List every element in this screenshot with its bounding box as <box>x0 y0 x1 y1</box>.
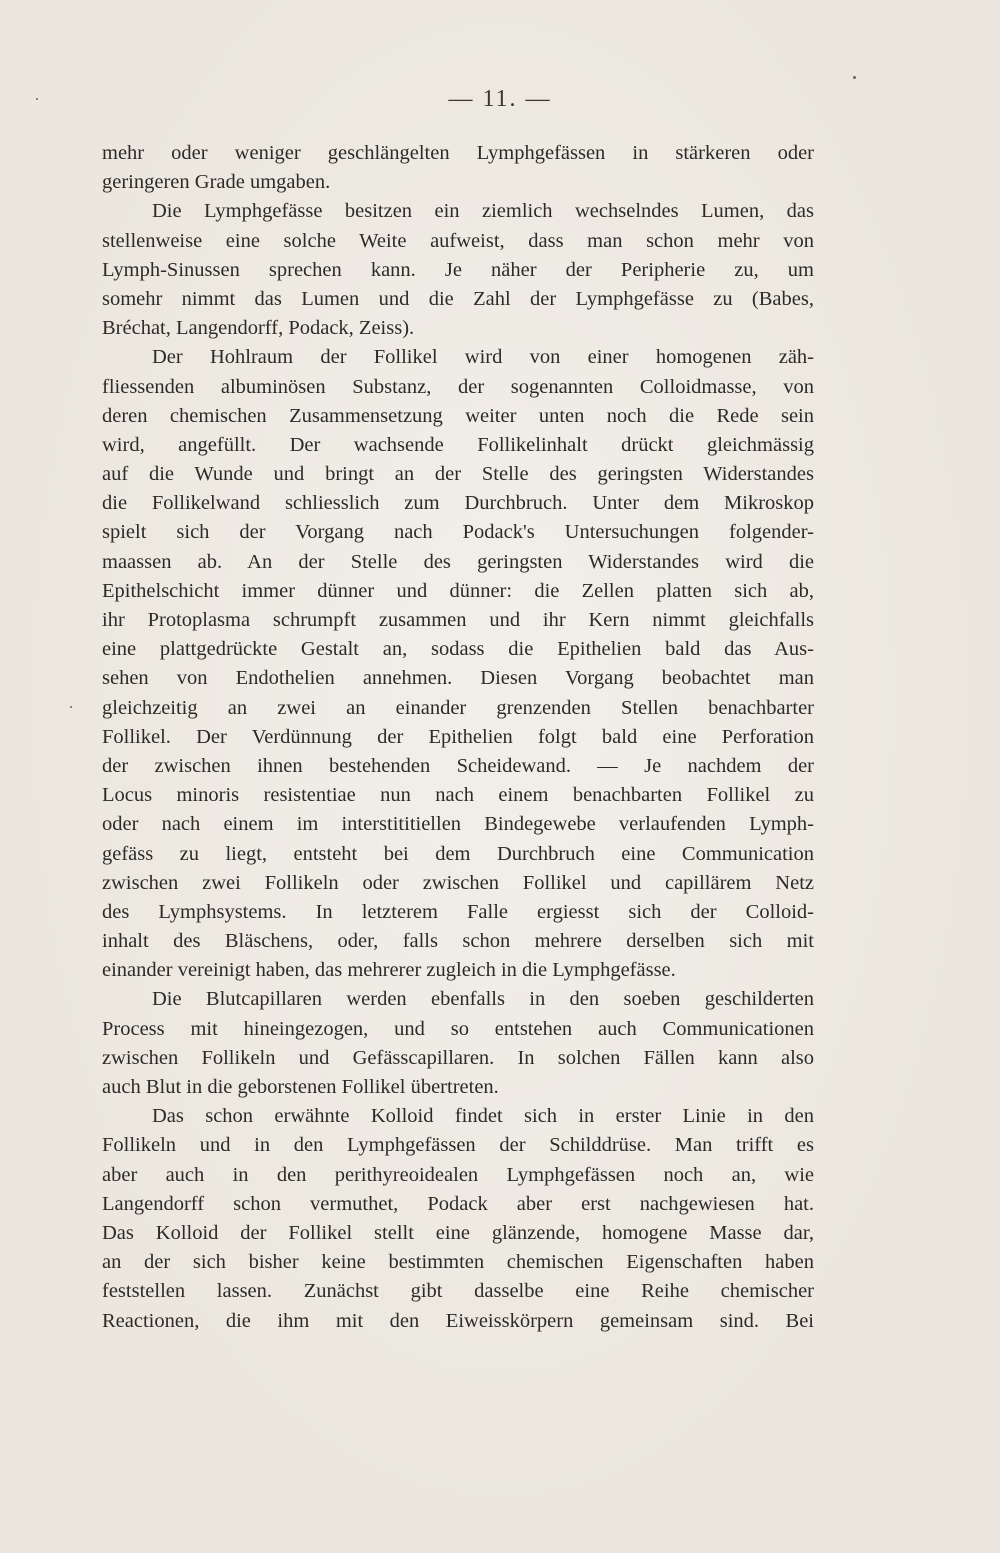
text-line: geringeren Grade umgaben. <box>102 171 331 194</box>
text-line: auch Blut in die geborstenen Follikel übertreten. <box>102 1076 499 1098</box>
text-line: spielt sich der Vorgang nach Podack's Untersuchungen folgender- <box>102 521 814 544</box>
text-line: Follikeln und in den Lymphgefässen der Schilddrüse. Man trifft es <box>102 1134 814 1157</box>
text-line: Die Blutcapillaren werden ebenfalls in den soeben geschilderten <box>152 988 814 1011</box>
text-line: maassen ab. An der Stelle des geringsten Widerstandes wird die <box>102 550 814 573</box>
text-line: mehr oder weniger geschlängelten Lymphgefässen in stärkeren oder <box>102 142 814 164</box>
text-line: eine plattgedrückte Gestalt an, sodass die Epithelien bald das Aus- <box>102 638 814 661</box>
text-line: auf die Wunde und bringt an der Stelle des geringsten Widerstandes <box>102 463 814 486</box>
text-line: Follikel. Der Verdünnung der Epithelien folgt bald eine Perforation <box>102 725 814 748</box>
text-line: Langendorff schon vermuthet, Podack aber erst nachgewiesen hat. <box>102 1192 814 1215</box>
body-text <box>102 139 814 1336</box>
text-line: zwischen zwei Follikeln oder zwischen Follikel und capillärem Netz <box>102 871 814 894</box>
text-line: Reactionen, die ihm mit den Eiweisskörpern gemeinsam sind. Bei <box>102 1309 814 1332</box>
text-line: Das Kolloid der Follikel stellt eine glänzende, homogene Masse dar, <box>102 1221 814 1244</box>
text-line: Bréchat, Langendorff, Podack, Zeiss). <box>102 317 415 340</box>
text-line: oder nach einem im interstititiellen Bindegewebe verlaufenden Lymph- <box>102 813 814 836</box>
text-line: somehr nimmt das Lumen und die Zahl der Lymphgefässe zu (Babes, <box>102 287 814 310</box>
text-line: Epithelschicht immer dünner und dünner: die Zellen platten sich ab, <box>102 579 814 602</box>
text-line: die Follikelwand schliesslich zum Durchbruch. Unter dem Mikroskop <box>102 492 814 515</box>
paper-speck <box>70 706 72 708</box>
text-line: inhalt des Bläschens, oder, falls schon mehrere derselben sich mit <box>102 930 814 953</box>
text-line: ihr Protoplasma schrumpft zusammen und ihr Kern nimmt gleichfalls <box>102 609 814 631</box>
text-line: sehen von Endothelien annehmen. Diesen Vorgang beobachtet man <box>102 667 814 690</box>
paper-speck <box>36 98 38 100</box>
text-line: einander vereinigt haben, das mehrerer zugleich in die Lymphgefässe. <box>102 959 676 982</box>
text-line: Lymph-Sinussen sprechen kann. Je näher der Peripherie zu, um <box>102 258 814 281</box>
text-line: der zwischen ihnen bestehenden Scheidewand. — Je nachdem der <box>102 754 814 777</box>
text-line: wird, angefüllt. Der wachsende Follikelinhalt drückt gleichmässig <box>102 433 814 456</box>
text-line: aber auch in den perithyreoidealen Lymphgefässen noch an, wie <box>102 1163 814 1186</box>
text-line: feststellen lassen. Zunächst gibt dasselbe eine Reihe chemischer <box>102 1280 814 1303</box>
page-number: — 11. — <box>448 86 552 112</box>
text-line: Die Lymphgefässe besitzen ein ziemlich wechselndes Lumen, das <box>152 200 814 223</box>
text-line: deren chemischen Zusammensetzung weiter unten noch die Rede sein <box>102 404 814 427</box>
text-line: gefäss zu liegt, entsteht bei dem Durchbruch eine Communication <box>102 842 814 865</box>
text-line: zwischen Follikeln und Gefässcapillaren. In solchen Fällen kann also <box>102 1046 814 1069</box>
text-line: stellenweise eine solche Weite aufweist, dass man schon mehr von <box>102 229 814 252</box>
paper-speck <box>853 76 856 79</box>
text-line: Der Hohlraum der Follikel wird von einer homogenen zäh- <box>152 346 814 369</box>
text-line: Process mit hineingezogen, und so entstehen auch Communicationen <box>102 1017 814 1040</box>
text-line: gleichzeitig an zwei an einander grenzenden Stellen benachbarter <box>102 696 814 719</box>
text-line: Das schon erwähnte Kolloid findet sich in erster Linie in den <box>152 1105 814 1128</box>
text-line: des Lymphsystems. In letzterem Falle ergiesst sich der Colloid- <box>102 900 814 923</box>
text-line: Locus minoris resistentiae nun nach einem benachbarten Follikel zu <box>102 784 814 807</box>
text-line: an der sich bisher keine bestimmten chemischen Eigenschaften haben <box>102 1251 814 1274</box>
text-line: fliessenden albuminösen Substanz, der sogenannten Colloidmasse, von <box>102 375 814 398</box>
